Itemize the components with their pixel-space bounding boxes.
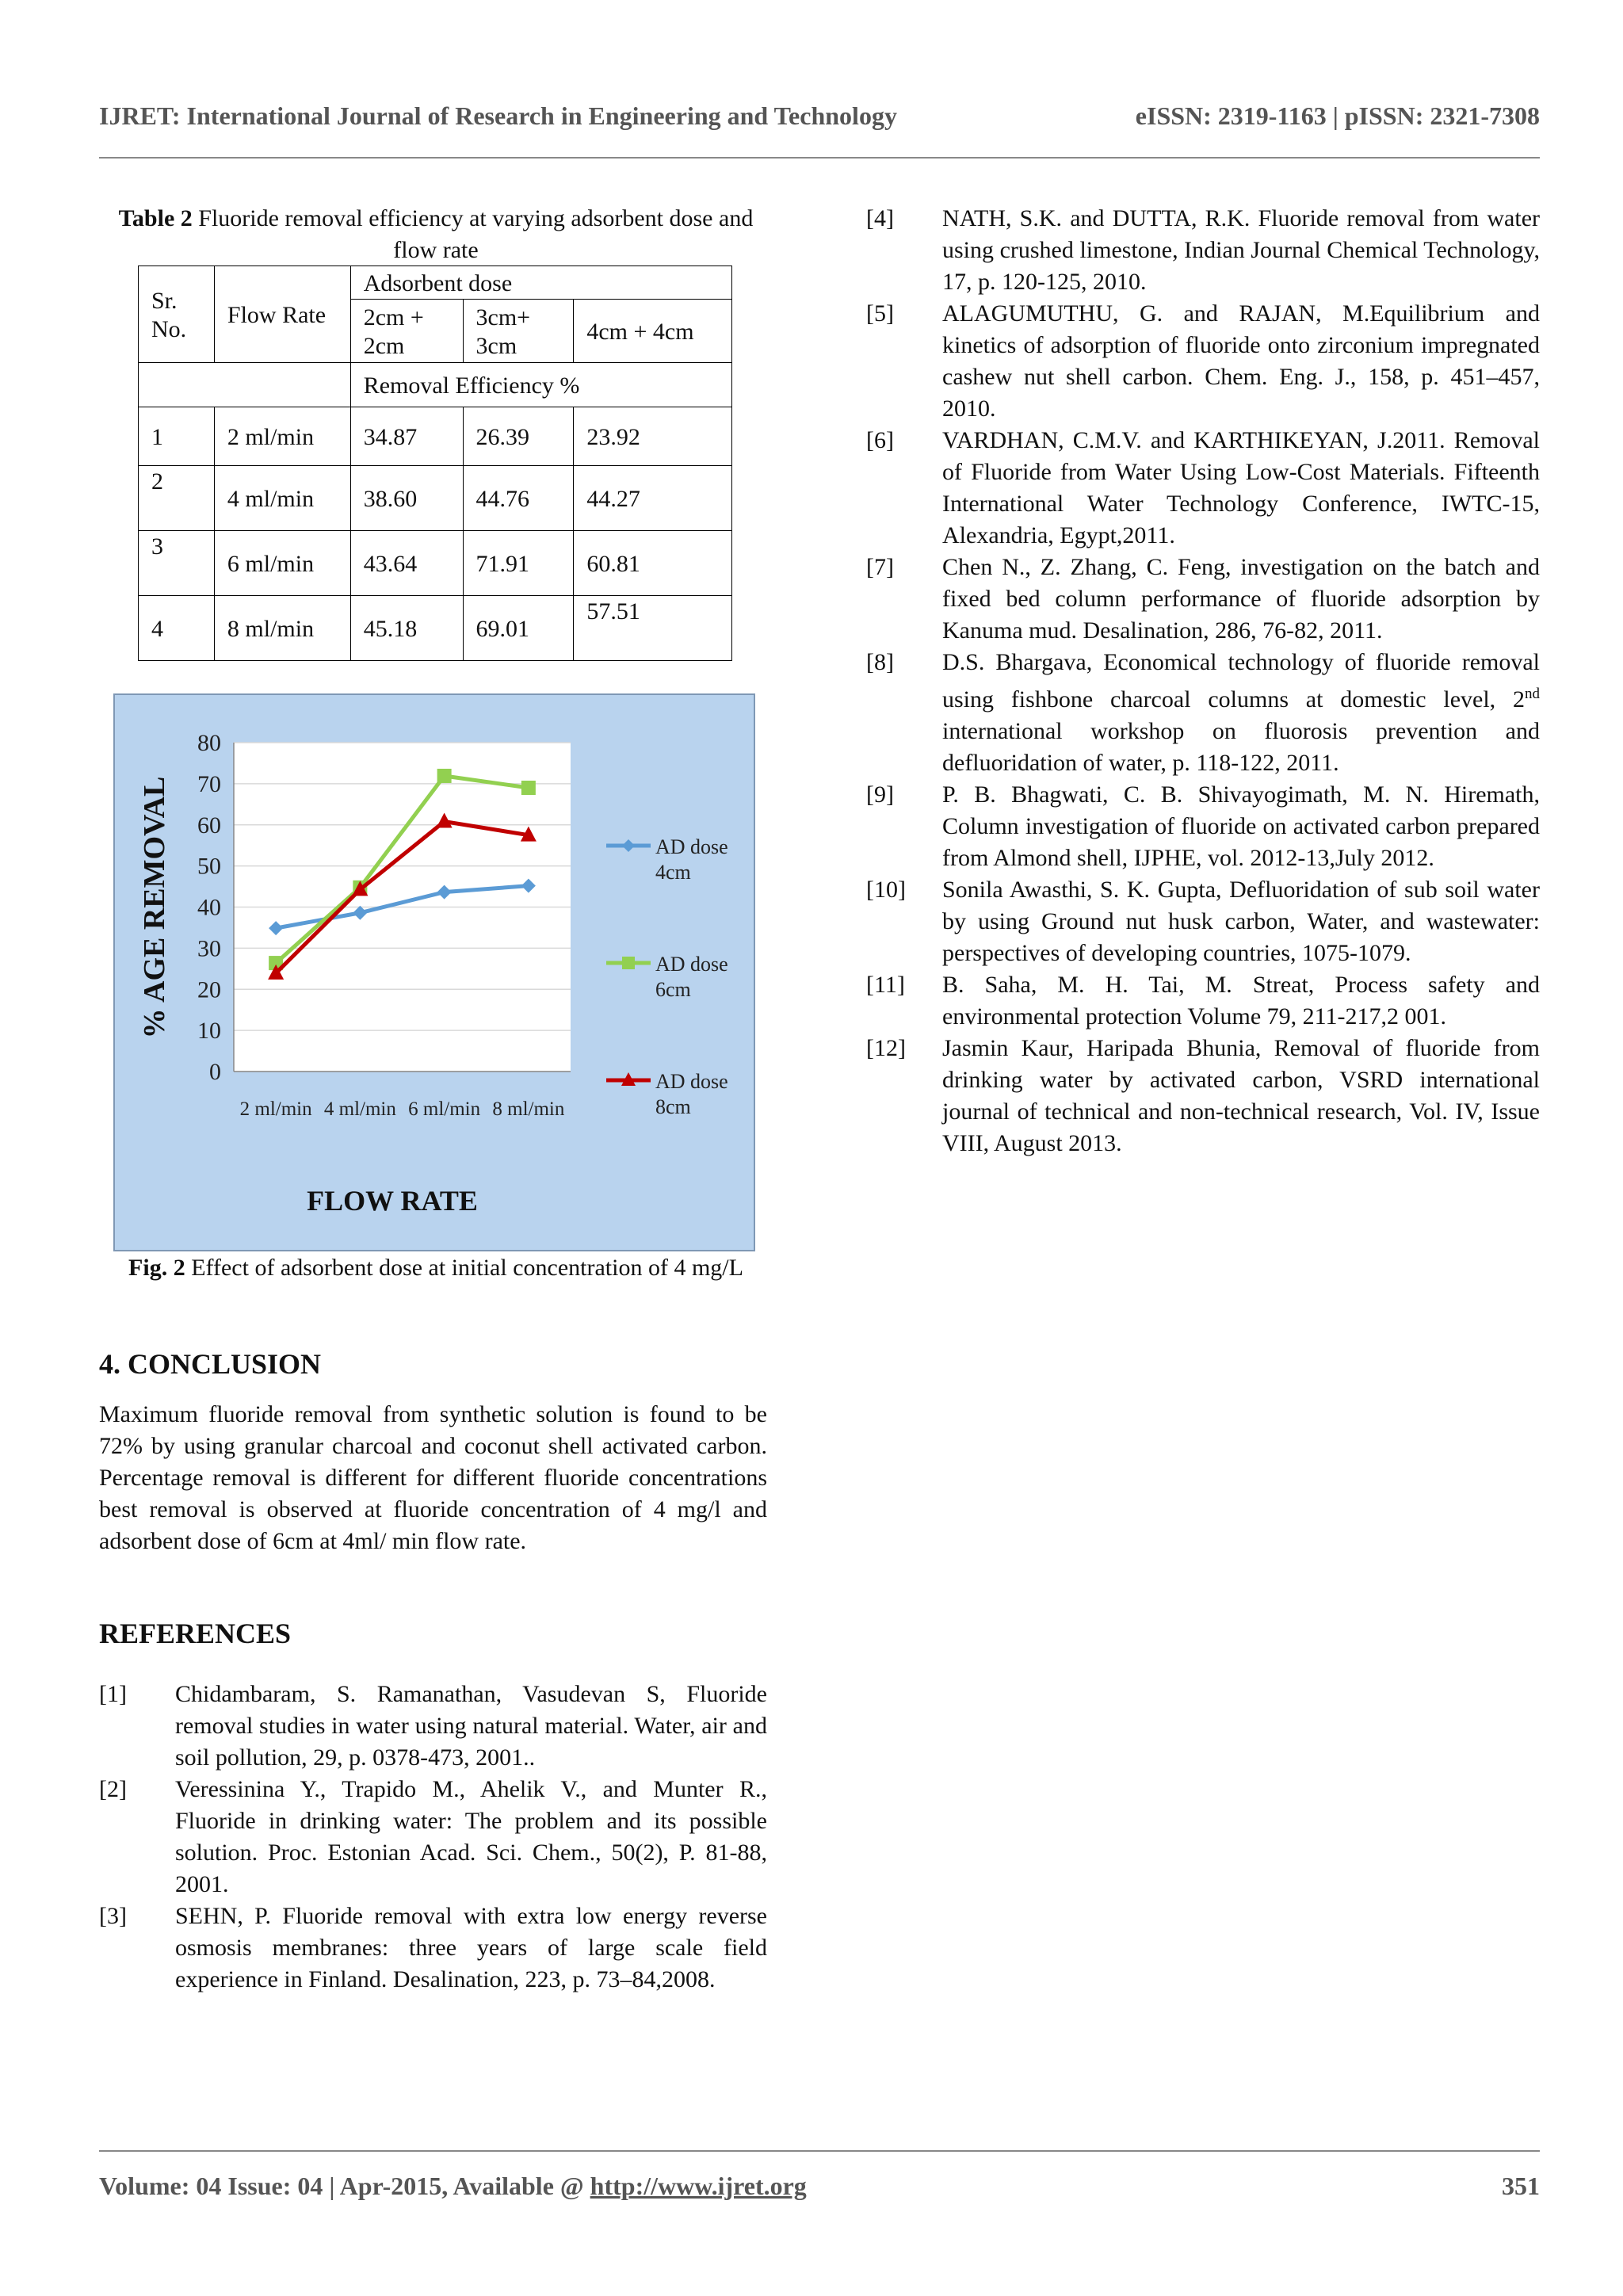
y-tick-label: 0 (209, 1059, 221, 1085)
cell-4cm: 44.27 (574, 466, 732, 531)
cell-flow: 8 ml/min (214, 596, 350, 661)
issn-info: eISSN: 2319-1163 | pISSN: 2321-7308 (1135, 101, 1540, 130)
header-removal-efficiency: Removal Efficiency % (350, 363, 731, 407)
chart-area (113, 693, 755, 1251)
footer-volume (99, 2172, 807, 2201)
reference-item (866, 425, 1540, 552)
reference-number: [5] (866, 300, 894, 327)
cell-sr: 1 (139, 407, 215, 466)
cell-2cm: 45.18 (350, 596, 463, 661)
line-chart (115, 695, 754, 1250)
reference-text: Veressinina Y., Trapido M., Ahelik V., and Munter R., Fluoride in drinking water: The problem and its possible solution. Proc. Estonian Acad. Sci. Chem., 50(2), P. 81-88, 2001. (175, 1776, 767, 1897)
reference-text: Chen N., Z. Zhang, C. Feng, investigation on the batch and fixed bed column performance of fluoride adsorption by Kanuma mud. Desalination, 286, 76-82, 2011. (942, 554, 1540, 644)
y-tick-label: 20 (197, 976, 221, 1003)
reference-superscript: nd (1525, 686, 1540, 702)
table-row (139, 531, 732, 596)
reference-number: [9] (866, 781, 894, 808)
references-right-column (866, 203, 1540, 1159)
y-tick-label: 40 (197, 894, 221, 921)
reference-text: Jasmin Kaur, Haripada Bhunia, Removal of fluoride from drinking water by activated carbon, VSRD international journal of technical and non-technical research, Vol. IV, Issue VIII, August 2013. (942, 1035, 1540, 1156)
reference-text: SEHN, P. Fluoride removal with extra low energy reverse osmosis membranes: three years of large scale field experience in Finland. Desalination, 223, p. 73–84,2008. (175, 1903, 767, 1992)
reference-item (866, 203, 1540, 298)
reference-text: NATH, S.K. and DUTTA, R.K. Fluoride removal from water using crushed limestone, Indian Journal Chemical Technology, 17, p. 120-125, 2010. (942, 205, 1540, 295)
legend-label: AD dose 6cm (655, 953, 728, 1001)
legend-marker (622, 839, 635, 852)
data-point (521, 781, 536, 795)
reference-item (866, 552, 1540, 647)
legend-marker (622, 957, 635, 969)
reference-number: [11] (866, 972, 905, 998)
reference-item (866, 874, 1540, 969)
y-tick-label: 70 (197, 770, 221, 797)
header-flow-rate: Flow Rate (214, 266, 350, 363)
reference-number: [10] (866, 877, 906, 903)
cell-3cm: 71.91 (463, 531, 574, 596)
footer-rule (99, 2150, 1540, 2152)
table-caption-text: Fluoride removal efficiency at varying adsorbent dose and flow rate (192, 205, 754, 263)
reference-text (942, 647, 1540, 779)
conclusion-heading: 4. CONCLUSION (99, 1348, 322, 1380)
reference-number: [4] (866, 205, 894, 231)
reference-item (866, 969, 1540, 1033)
legend-label: AD dose 4cm (655, 835, 728, 884)
reference-number: [12] (866, 1035, 906, 1061)
header-sr-no: Sr. No. (139, 266, 215, 363)
cell-flow: 6 ml/min (214, 531, 350, 596)
reference-item (866, 1033, 1540, 1159)
reference-item (866, 298, 1540, 425)
reference-item (866, 779, 1540, 874)
figure-caption (107, 1252, 765, 1284)
cell-2cm: 43.64 (350, 531, 463, 596)
cell-4cm: 60.81 (574, 531, 732, 596)
cell-2cm: 34.87 (350, 407, 463, 466)
cell-4cm: 23.92 (574, 407, 732, 466)
x-tick-label: 8 ml/min (492, 1098, 565, 1120)
y-tick-label: 80 (197, 730, 221, 756)
table-row (139, 407, 732, 466)
reference-text: B. Saha, M. H. Tai, M. Streat, Process safety and environmental protection Volume 79, 211-217,2 001. (942, 972, 1540, 1030)
reference-item (866, 647, 1540, 779)
journal-title: IJRET: International Journal of Research in Engineering and Technology (99, 101, 897, 130)
header-adsorbent-dose: Adsorbent dose (350, 266, 731, 300)
reference-number: [8] (866, 649, 894, 675)
y-tick-label: 60 (197, 812, 221, 839)
y-axis-title: % AGE REMOVAL (138, 776, 171, 1039)
y-tick-label: 50 (197, 853, 221, 880)
page-number: 351 (1502, 2172, 1540, 2200)
x-tick-label: 6 ml/min (408, 1098, 481, 1120)
x-tick-label: 4 ml/min (323, 1098, 396, 1120)
reference-text: Chidambaram, S. Ramanathan, Vasudevan S, Fluoride removal studies in water using natural material. Water, air and soil pollution, 29, p. 0378-473, 2001.. (175, 1681, 767, 1771)
table-caption-label: Table 2 (118, 205, 193, 231)
legend-label: AD dose 8cm (655, 1070, 728, 1118)
conclusion-text: Maximum fluoride removal from synthetic solution is found to be 72% by using granular charcoal and coconut shell activated carbon. Percentage removal is different for different fluoride concentrations best removal is observed at fluoride concentration of 4 mg/l and adsorbent dose of 6cm at 4ml/ min flow rate. (99, 1401, 767, 1554)
header-dose-2cm: 2cm + 2cm (350, 300, 463, 363)
x-axis-title: FLOW RATE (307, 1185, 478, 1217)
cell-3cm: 44.76 (463, 466, 574, 531)
figure-caption-label: Fig. 2 (128, 1255, 185, 1281)
reference-item (99, 1774, 767, 1901)
reference-number: [1] (99, 1681, 127, 1707)
y-tick-label: 10 (197, 1018, 221, 1045)
reference-text: Sonila Awasthi, S. K. Gupta, Defluoridation of sub soil water by using Ground nut husk carbon, Water, and wastewater: perspectives of developing countries, 1075-1079. (942, 877, 1540, 966)
header-dose-4cm: 4cm + 4cm (574, 300, 732, 363)
reference-number: [2] (99, 1776, 127, 1802)
reference-text-part: D.S. Bhargava, Economical technology of fluoride removal using fishbone charcoal columns at domestic level, 2 (942, 649, 1540, 712)
reference-text: ALAGUMUTHU, G. and RAJAN, M.Equilibrium and kinetics of adsorption of fluoride onto zirconium impregnated cashew nut shell carbon. Chem. Eng. J., 158, p. 451–457, 2010. (942, 300, 1540, 422)
reference-number: [7] (866, 554, 894, 580)
reference-number: [3] (99, 1903, 127, 1929)
reference-text: VARDHAN, C.M.V. and KARTHIKEYAN, J.2011. Removal of Fluoride from Water Using Low-Cost Materials. Fifteenth International Water Technology Conference, IWTC-15, Alexandria, Egypt,2011. (942, 427, 1540, 548)
reference-text: P. B. Bhagwati, C. B. Shivayogimath, M. N. Hiremath, Column investigation of fluoride on activated carbon prepared from Almond shell, IJPHE, vol. 2012-13,July 2012. (942, 781, 1540, 871)
cell-sr: 3 (139, 531, 215, 596)
cell-sr: 4 (139, 596, 215, 661)
data-point (437, 769, 452, 783)
reference-text-part: international workshop on fluorosis prevention and defluoridation of water, p. 118-122, 2011. (942, 718, 1540, 776)
table-caption (103, 203, 769, 266)
cell-sr: 2 (139, 466, 215, 531)
x-tick-label: 2 ml/min (239, 1098, 312, 1120)
reference-item (99, 1679, 767, 1774)
figure-caption-text: Effect of adsorbent dose at initial concentration of 4 mg/L (185, 1255, 743, 1281)
header-dose-3cm: 3cm+ 3cm (463, 300, 574, 363)
y-tick-label: 30 (197, 935, 221, 962)
references-heading: REFERENCES (99, 1618, 292, 1649)
cell-3cm: 69.01 (463, 596, 574, 661)
table-row (139, 466, 732, 531)
reference-item (99, 1901, 767, 1996)
efficiency-table (138, 266, 732, 661)
journal-link[interactable]: http://www.ijret.org (590, 2172, 807, 2200)
cell-4cm: 57.51 (574, 596, 732, 661)
table-row (139, 596, 732, 661)
header-rule (99, 157, 1540, 159)
references-left-column (99, 1679, 767, 1996)
cell-2cm: 38.60 (350, 466, 463, 531)
reference-number: [6] (866, 427, 894, 453)
cell-flow: 2 ml/min (214, 407, 350, 466)
cell-flow: 4 ml/min (214, 466, 350, 531)
header-blank (139, 363, 351, 407)
footer-volume-text: Volume: 04 Issue: 04 | Apr-2015, Available @ (99, 2172, 590, 2200)
cell-3cm: 26.39 (463, 407, 574, 466)
